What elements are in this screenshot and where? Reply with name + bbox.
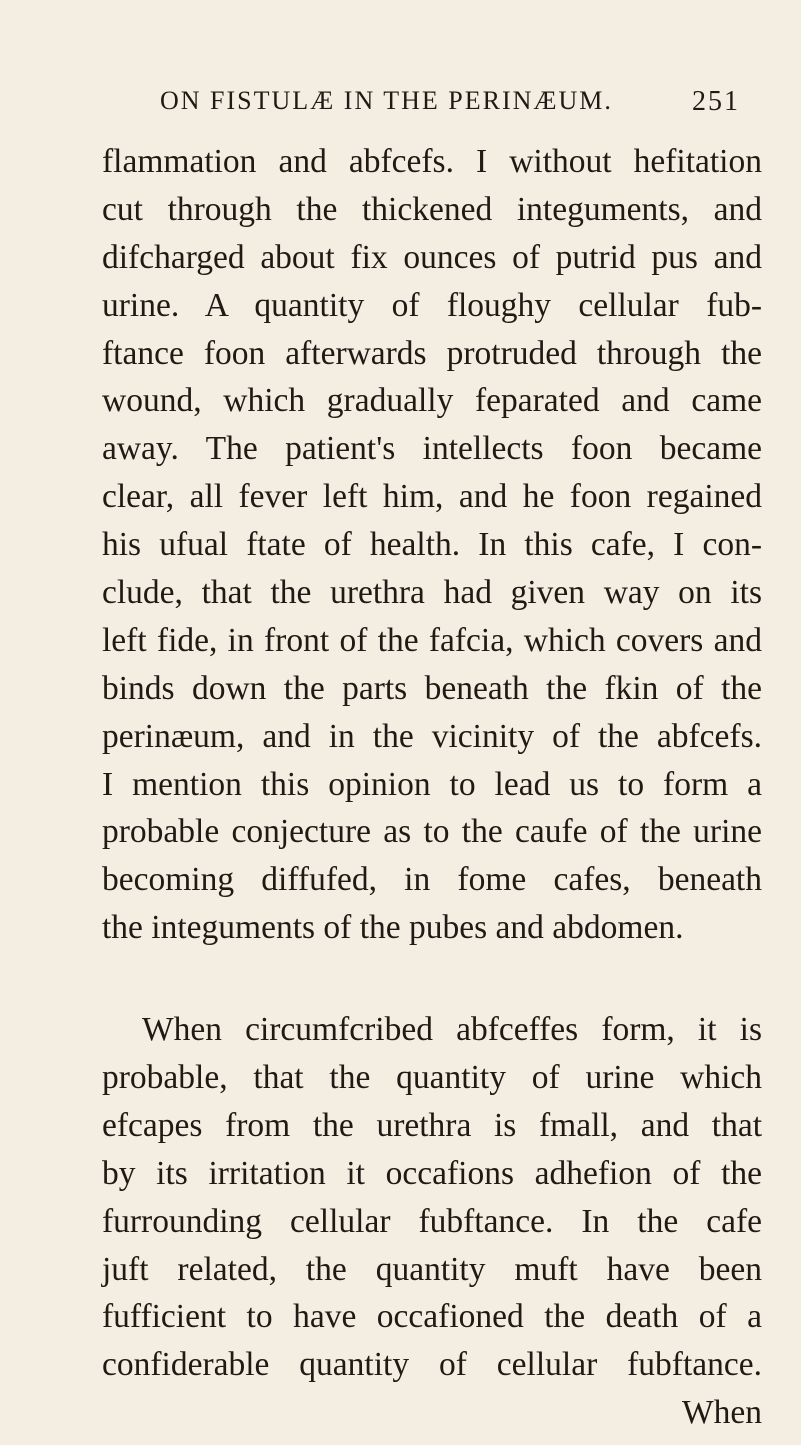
text-line: cut through the thickened integuments, and: [102, 190, 762, 228]
catchword: When: [682, 1394, 762, 1432]
text-line: difcharged about fix ounces of putrid pus and: [102, 238, 762, 276]
text-line: clude, that the urethra had given way on its: [102, 574, 762, 612]
text-line: efcapes from the urethra is fmall, and that: [102, 1106, 762, 1144]
text-line: by its irritation it occafions adhefion of the: [102, 1154, 762, 1192]
text-line: perinæum, and in the vicinity of the abfcefs.: [102, 717, 762, 755]
text-line: When circumfcribed abfceffes form, it is: [142, 1011, 762, 1049]
text-line: flammation and abfcefs. I without hefitation: [102, 143, 762, 180]
text-line: away. The patient's intellects foon became: [102, 430, 762, 468]
running-head: [160, 86, 740, 116]
page-number: 251: [692, 86, 740, 116]
text-line: probable conjecture as to the caufe of the urine: [102, 813, 762, 851]
text-line: wound, which gradually feparated and came: [102, 382, 762, 420]
text-line: urine. A quantity of floughy cellular fub-: [102, 286, 762, 324]
paragraph-gap: [102, 952, 762, 1006]
text-line: fufficient to have occafioned the death of a: [102, 1298, 762, 1336]
text-line: ftance foon afterwards protruded through the: [102, 334, 762, 372]
text-line: clear, all fever left him, and he foon regained: [102, 478, 762, 516]
text-line: the integuments of the pubes and abdomen.: [102, 909, 684, 947]
text-line: juft related, the quantity muft have been: [102, 1250, 762, 1288]
running-title: ON FISTULÆ IN THE PERINÆUM.: [160, 86, 613, 115]
text-line: confiderable quantity of cellular fubftance.: [102, 1346, 762, 1384]
paragraph-1: [102, 138, 762, 952]
text-line: probable, that the quantity of urine which: [102, 1059, 762, 1097]
text-line: furrounding cellular fubftance. In the cafe: [102, 1202, 762, 1240]
text-line: I mention this opinion to lead us to form a: [102, 765, 762, 803]
paragraph-2: [102, 1006, 762, 1389]
text-line: binds down the parts beneath the fkin of the: [102, 669, 762, 707]
body-text: [102, 138, 762, 1437]
text-line: left fide, in front of the fafcia, which covers and: [102, 621, 762, 659]
text-line: becoming diffufed, in fome cafes, beneath: [102, 861, 762, 899]
text-line: his ufual ftate of health. In this cafe, I con-: [102, 526, 762, 564]
